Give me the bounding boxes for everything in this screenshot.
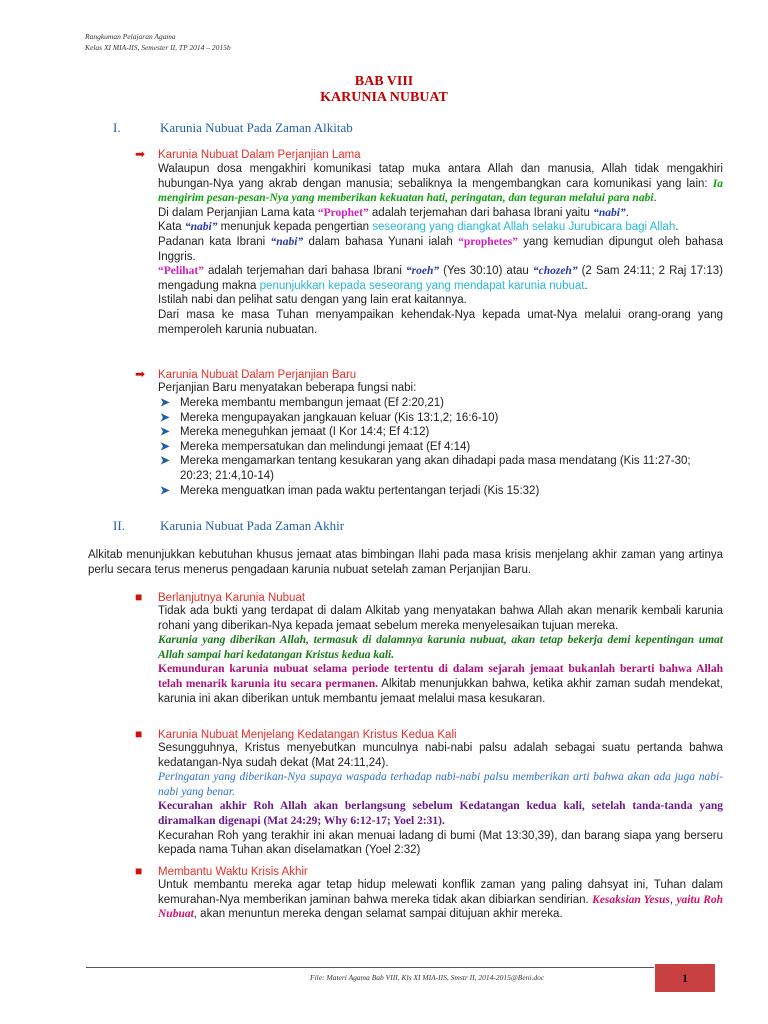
text: . xyxy=(653,192,657,205)
list-item xyxy=(158,454,723,483)
list-item xyxy=(158,425,723,440)
emphasis-text: Kesaksian Yesus xyxy=(592,893,670,906)
text: adalah terjemahan dari bahasa Ibrani yaitu xyxy=(368,206,594,219)
subsection-ot-body xyxy=(158,162,723,337)
section-number: II. xyxy=(113,518,125,533)
subsection-second-coming-body xyxy=(158,741,723,858)
subsection-title: Karunia Nubuat Dalam Perjanjian Lama xyxy=(158,149,361,161)
emphasis-text: yaitu Roh Nubuat xyxy=(158,893,724,921)
footer-divider xyxy=(86,967,654,968)
subsection-crisis-body xyxy=(158,878,723,922)
list-item-text: Mereka mengupayakan jangkauan keluar (Kis 13:1,2; 16:6-10) xyxy=(180,411,499,424)
square-bullet-icon: ■ xyxy=(135,864,143,878)
list-item-text: Mereka membantu membangun jemaat (Ef 2:20,21) xyxy=(180,397,444,409)
section-title: Karunia Nubuat Pada Zaman Akhir xyxy=(160,518,345,533)
list-item xyxy=(158,440,723,455)
subsection-nt-intro: Perjanjian Baru menyatakan beberapa fungsi nabi: xyxy=(158,382,417,394)
term: “nabi” xyxy=(270,235,304,248)
emphasis-text: Kemunduran karunia nubuat selama periode tertentu di dalam sejarah jemaat bukanlah berarti bahwa Allah telah menarik karunia itu secara permanen. xyxy=(158,663,723,690)
paragraph xyxy=(158,162,723,206)
arrow-bullet-icon: ➡ xyxy=(135,147,146,161)
text: . xyxy=(625,206,629,219)
text: Di dalam Perjanjian Lama kata xyxy=(158,206,318,219)
subsection-second-coming-heading xyxy=(135,727,457,741)
paragraph: Kecurahan Roh yang terakhir ini akan menuai ladang di bumi (Mat 13:30,39), dan barang siapa yang berseru kepada nama Tuhan akan diselamatkan (Yoel 2:32) xyxy=(158,829,723,857)
subsection-continuation-body xyxy=(158,604,723,706)
term: “Prophet” xyxy=(317,206,369,219)
text: , akan menuntun mereka dengan selamat sampai ditujuan akhir mereka. xyxy=(193,908,563,921)
subsection-title: Membantu Waktu Krisis Akhir xyxy=(158,866,308,878)
paragraph: Sesungguhnya, Kristus menyebutkan munculnya nabi-nabi palsu adalah sebagai suatu pertanda bahwa kedatangan-Nya sudah dekat (Mat 24:11,24). xyxy=(158,742,723,769)
text: menunjuk kepada pengertian xyxy=(217,221,373,234)
text: , xyxy=(669,893,677,906)
chevron-right-icon: ➤ xyxy=(160,440,170,453)
header-line-1: Rangkuman Pelajaran Agama xyxy=(85,32,176,41)
paragraph xyxy=(158,662,723,706)
section-1-heading xyxy=(113,120,353,136)
list-item-text: Mereka meneguhkan jemaat (I Kor 14:4; Ef 4:12) xyxy=(180,426,430,439)
text: adalah terjemahan dari bahasa Ibrani xyxy=(204,265,406,278)
page-number: 1 xyxy=(682,970,688,985)
list-item xyxy=(158,484,723,499)
chevron-right-icon: ➤ xyxy=(160,484,170,497)
subsection-title: Karunia Nubuat Dalam Perjanjian Baru xyxy=(158,369,357,381)
section-title: Karunia Nubuat Pada Zaman Alkitab xyxy=(160,120,353,135)
text: . xyxy=(675,221,679,234)
section-2-heading xyxy=(113,518,344,534)
section-2-intro: Alkitab menunjukkan kebutuhan khusus jemaat atas bimbingan Ilahi pada masa krisis menjelang akhir zaman yang artinya perlu secara terus menerus pengadaan karunia nubuat setelah zaman Perjanjian Baru. xyxy=(88,549,723,576)
page-number-badge xyxy=(655,964,715,992)
paragraph xyxy=(158,206,723,221)
list-item xyxy=(158,411,723,426)
paragraph xyxy=(158,220,723,235)
paragraph xyxy=(158,878,723,922)
text: Walaupun dosa mengakhiri komunikasi tatap muka antara Allah dan manusia, Allah tidak mengakhiri hubungan-Nya yang akrab dengan manusia; sebaliknya Ia mengembangkan cara komunikasi yang lain: xyxy=(158,163,723,190)
text: Untuk membantu mereka agar tetap hidup melewati konflik zaman yang paling dahsyat ini, Tuhan dalam kemurahan-Nya memberikan jaminan bahwa mereka tidak akan dibiarkan sendirian. xyxy=(158,879,723,906)
chapter-number: BAB VIII xyxy=(354,74,414,89)
term: “nabi” xyxy=(184,221,218,234)
text: (2 Sam 24:11; 2 Raj 17:13) mengadung makna xyxy=(158,265,723,292)
highlight-text: penunjukkan kepada seseorang yang mendapat karunia nubuat xyxy=(259,279,585,292)
header-line-2: Kelas XI MIA-IIS, Semester II, TP 2014 – 2015b xyxy=(85,43,231,52)
subsection-nt-heading xyxy=(135,367,356,381)
functions-list xyxy=(158,396,723,498)
list-item xyxy=(158,396,723,411)
text: yang kemudian dipungut oleh bahasa Inggris. xyxy=(158,235,724,263)
text: Kata xyxy=(158,221,185,234)
highlight-text: seseorang yang diangkat Allah selaku Jurubicara bagi Allah xyxy=(372,221,676,234)
paragraph: Kecurahan akhir Roh Allah akan berlangsung sebelum Kedatangan kedua kali, setelah tanda-tanda yang diramalkan digenapi (Mat 24:29; Why 6:12-17; Yoel 2:31). xyxy=(158,800,723,827)
paragraph: Tidak ada bukti yang terdapat di dalam Alkitab yang menyatakan bahwa Allah akan menarik kembali karunia rohani yang diberikan-Nya kepada jemaat sebelum mereka menyelesaikan tujuan mereka. xyxy=(158,605,723,632)
subsection-ot-heading xyxy=(135,147,361,161)
paragraph xyxy=(158,235,723,264)
paragraph: Peringatan yang diberikan-Nya supaya waspada terhadap nabi-nabi palsu memberikan arti bahwa akan ada juga nabi-nabi yang benar. xyxy=(158,771,723,798)
subsection-title: Karunia Nubuat Menjelang Kedatangan Kristus Kedua Kali xyxy=(158,729,457,741)
text: Padanan kata Ibrani xyxy=(158,235,271,248)
arrow-bullet-icon: ➡ xyxy=(135,367,146,381)
subsection-crisis-heading xyxy=(135,864,308,878)
paragraph xyxy=(158,264,723,293)
list-item-text: Mereka menguatkan iman pada waktu pertentangan terjadi (Kis 15:32) xyxy=(180,484,540,497)
chevron-right-icon: ➤ xyxy=(160,426,170,439)
term: “chozeh” xyxy=(532,265,578,278)
term: “nabi” xyxy=(593,206,626,219)
section-number: I. xyxy=(113,120,121,135)
footer-filename: File: Materi Agama Bab VIII, Kls XI MIA-IIS, Smstr II, 2014-2015@Beni.doc xyxy=(310,973,545,982)
chevron-right-icon: ➤ xyxy=(160,411,170,424)
square-bullet-icon: ■ xyxy=(135,590,143,604)
term: “Pelihat” xyxy=(158,265,204,278)
term: “roeh” xyxy=(405,265,440,278)
paragraph: Istilah nabi dan pelihat satu dengan yang lain erat kaitannya. xyxy=(158,294,467,307)
square-bullet-icon: ■ xyxy=(135,727,143,741)
subsection-continuation-heading xyxy=(135,590,305,604)
list-item-text: Mereka mengamarkan tentang kesukaran yang akan dihadapi pada masa mendatang (Kis 11:27-30; 20:23; 21:4,10-14) xyxy=(180,455,691,482)
paragraph: Karunia yang diberikan Allah, termasuk di dalamnya karunia nubuat, akan tetap bekerja demi kepentingan umat Allah sampai hari kedatangan Kristus kedua kali. xyxy=(158,634,723,661)
paragraph: Dari masa ke masa Tuhan menyampaikan kehendak-Nya kepada umat-Nya melalui orang-orang yang memperoleh karunia nubuatan. xyxy=(158,308,723,336)
text: (Yes 30:10) atau xyxy=(439,265,533,278)
subsection-title: Berlanjutnya Karunia Nubuat xyxy=(158,592,306,604)
term: “prophetes” xyxy=(458,235,518,248)
running-header xyxy=(85,31,231,53)
highlight-text: Ia mengirim pesan-pesan-Nya yang memberikan kekuatan hati, peringatan, dan teguran melalui para nabi xyxy=(158,177,723,205)
chevron-right-icon: ➤ xyxy=(160,397,170,409)
text: dalam bahasa Yunani ialah xyxy=(303,235,459,248)
text: . xyxy=(584,279,588,292)
text: Alkitab menunjukkan bahwa, ketika akhir zaman sudah mendekat, karunia ini akan diberikan untuk membantu jemaat melalui masa kesukaran. xyxy=(158,677,723,705)
chapter-title: KARUNIA NUBUAT xyxy=(320,90,448,105)
list-item-text: Mereka mempersatukan dan melindungi jemaat (Ef 4:14) xyxy=(180,440,471,453)
chevron-right-icon: ➤ xyxy=(160,455,170,468)
